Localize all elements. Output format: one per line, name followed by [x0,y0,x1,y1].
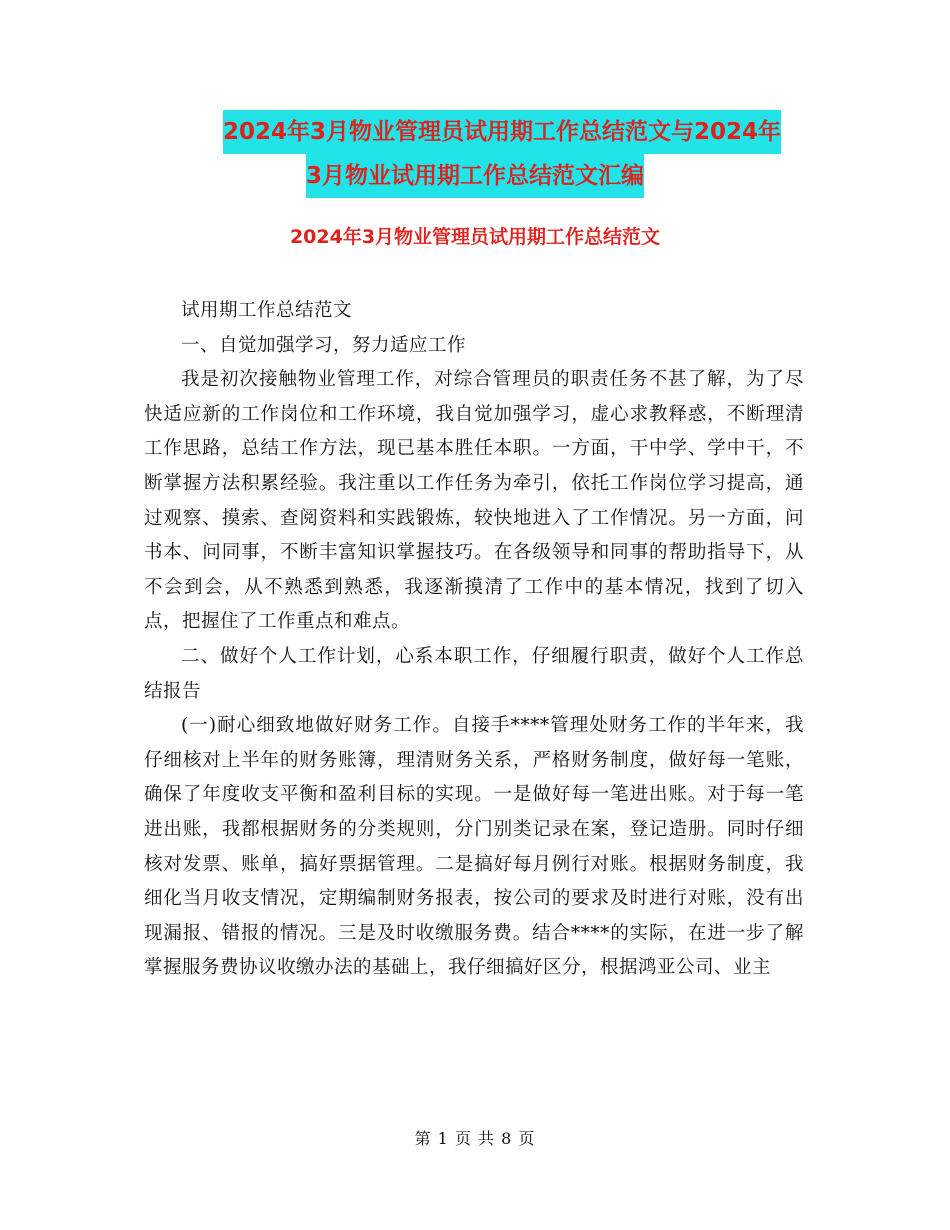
paragraph-section-two: 二、做好个人工作计划，心系本职工作，仔细履行职责，做好个人工作总结报告 [144,645,804,702]
paragraph-section-one: 一、自觉加强学习，努力适应工作 [181,334,467,356]
title-line-1: 2024年3月物业管理员试用期工作总结范文与2024年 [223,110,781,154]
title-line-2: 3月物业试用期工作总结范文汇编 [306,154,644,198]
document-title [140,110,820,198]
section-title: 2024年3月物业管理员试用期工作总结范文 [289,226,661,248]
paragraph: 我是初次接触物业管理工作，对综合管理员的职责任务不甚了解，为了尽快适应新的工作岗位和工作环境，我自觉加强学习，虚心求教释惑，不断理清工作思路，总结工作方法，现已基本胜任本职。一方面，干中学、学中干，不断掌握方法积累经验。我注重以工作任务为牵引，依托工作岗位学习提高，通过观察、摸索、查阅资料和实践锻炼，较快地进入了工作情况。另一方面，问书本、问同事，不断丰富知识掌握技巧。在各级领导和同事的帮助指导下，从不会到会，从不熟悉到熟悉，我逐渐摸清了工作中的基本情况，找到了切入点，把握住了工作重点和难点。 [144,369,804,633]
paragraph: (一)耐心细致地做好财务工作。自接手****管理处财务工作的半年来，我仔细核对上半年的财务账簿，理清财务关系，严格财务制度，做好每一笔账，确保了年度收支平衡和盈利目标的实现。一是做好每一笔进出账。对于每一笔进出账，我都根据财务的分类规则，分门别类记录在案，登记造册。同时仔细核对发票、账单，搞好票据管理。二是搞好每月例行对账。根据财务制度，我细化当月收支情况，定期编制财务报表，按公司的要求及时进行对账，没有出现漏报、错报的情况。三是及时收缴服务费。结合****的实际，在进一步了解掌握服务费协议收缴办法的基础上，我仔细搞好区分，根据鸿亚公司、业主 [144,715,804,979]
page-footer: 第 1 页 共 8 页 [414,1129,536,1148]
paragraph-heading: 试用期工作总结范文 [181,300,353,321]
document-body [144,294,804,986]
